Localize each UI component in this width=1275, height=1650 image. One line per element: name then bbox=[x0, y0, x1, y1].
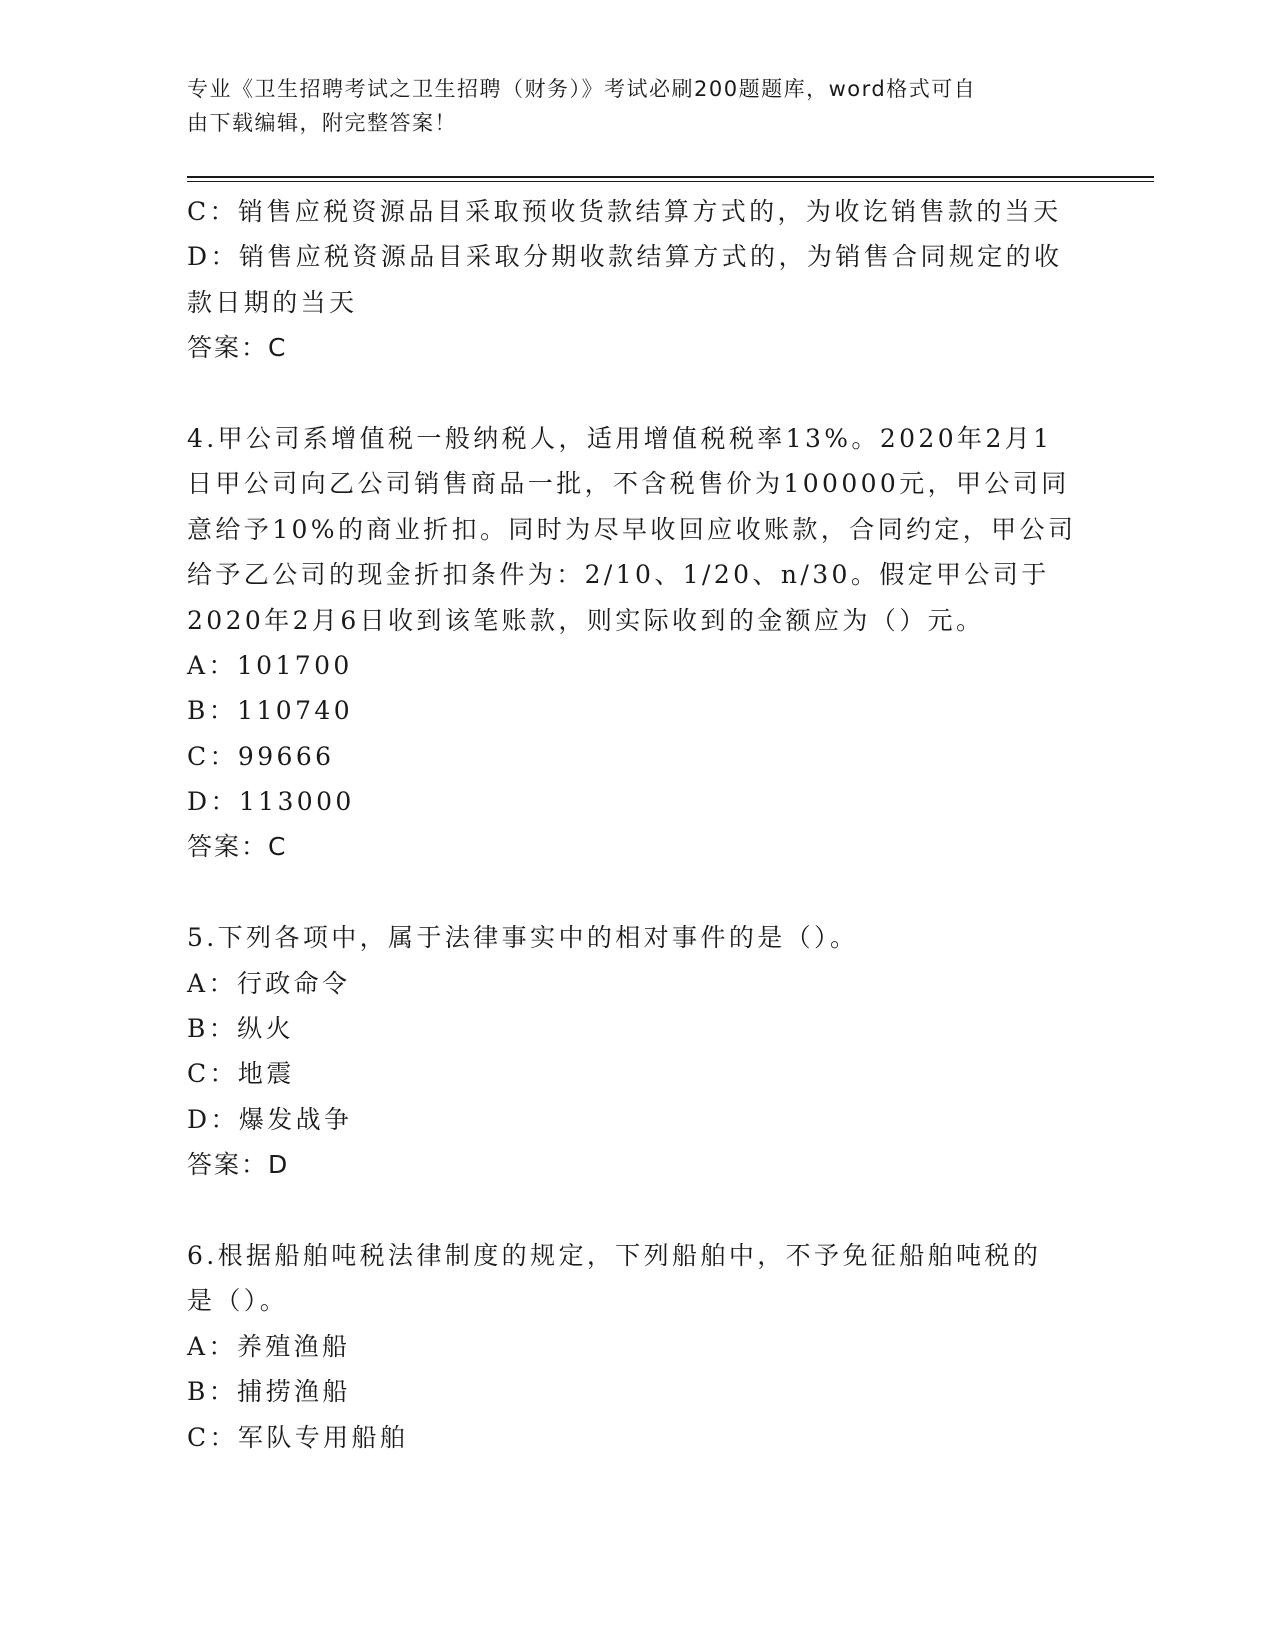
header-title-line-2: 由下载编辑，附完整答案！ bbox=[187, 111, 457, 135]
question-4-answer: 答案：C bbox=[187, 832, 288, 862]
question-3-answer: 答案：C bbox=[187, 333, 288, 363]
question-5-stem: 5.下列各项中，属于法律事实中的相对事件的是（）。 bbox=[187, 923, 859, 953]
spacer bbox=[187, 870, 1087, 915]
header-title-line-1: 专业《卫生招聘考试之卫生招聘（财务）》考试必刷200题题库，word格式可自 bbox=[187, 77, 977, 101]
question-6-option-c: C：军队专用船舶 bbox=[187, 1422, 409, 1452]
question-4-option-c: C：99666 bbox=[187, 741, 335, 771]
question-3-option-c: C：销售应税资源品目采取预收货款结算方式的，为收讫销售款的当天 bbox=[187, 197, 1062, 226]
question-6 bbox=[187, 1233, 1087, 1460]
question-5-answer: 答案：D bbox=[187, 1150, 290, 1180]
question-4-stem-line-4: 给予乙公司的现金折扣条件为：2/10、1/20、n/30。假定甲公司于 bbox=[187, 560, 1050, 590]
question-5-option-c: C：地震 bbox=[187, 1059, 295, 1089]
question-4-option-a: A：101700 bbox=[187, 650, 353, 680]
spacer bbox=[187, 1188, 1087, 1233]
question-6-option-a: A：养殖渔船 bbox=[187, 1331, 351, 1361]
question-4-option-d: D：113000 bbox=[187, 787, 355, 817]
question-5-option-a: A：行政命令 bbox=[187, 968, 351, 998]
question-5-option-b: B：纵火 bbox=[187, 1014, 294, 1044]
question-4-stem-line-5: 2020年2月6日收到该笔账款，则实际收到的金额应为（）元。 bbox=[187, 605, 985, 635]
question-3-option-d-line-2: 款日期的当天 bbox=[187, 287, 358, 317]
question-4-stem-line-3: 意给予10%的商业折扣。同时为尽早收回应收账款，合同约定，甲公司 bbox=[187, 514, 1077, 544]
question-list bbox=[187, 189, 1087, 1460]
question-5-option-d: D：爆发战争 bbox=[187, 1104, 353, 1134]
question-5 bbox=[187, 915, 1087, 1187]
question-6-option-b: B：捕捞渔船 bbox=[187, 1377, 351, 1407]
header-divider bbox=[187, 176, 1154, 182]
document-header bbox=[187, 72, 1067, 140]
question-4-stem-line-1: 4.甲公司系增值税一般纳税人，适用增值税税率13%。2020年2月1 bbox=[187, 423, 1053, 453]
spacer bbox=[187, 371, 1087, 416]
question-4 bbox=[187, 416, 1087, 870]
question-3 bbox=[187, 189, 1087, 371]
question-4-stem-line-2: 日甲公司向乙公司销售商品一批，不含税售价为100000元，甲公司同 bbox=[187, 469, 1070, 499]
question-6-stem-line-1: 6.根据船舶吨税法律制度的规定，下列船舶中，不予免征船舶吨税的 bbox=[187, 1240, 1042, 1270]
question-6-stem-line-2: 是（）。 bbox=[187, 1286, 289, 1316]
question-3-option-d-line-1: D：销售应税资源品目采取分期收款结算方式的，为销售合同规定的收 bbox=[187, 242, 1063, 272]
question-4-option-b: B：110740 bbox=[187, 696, 354, 726]
